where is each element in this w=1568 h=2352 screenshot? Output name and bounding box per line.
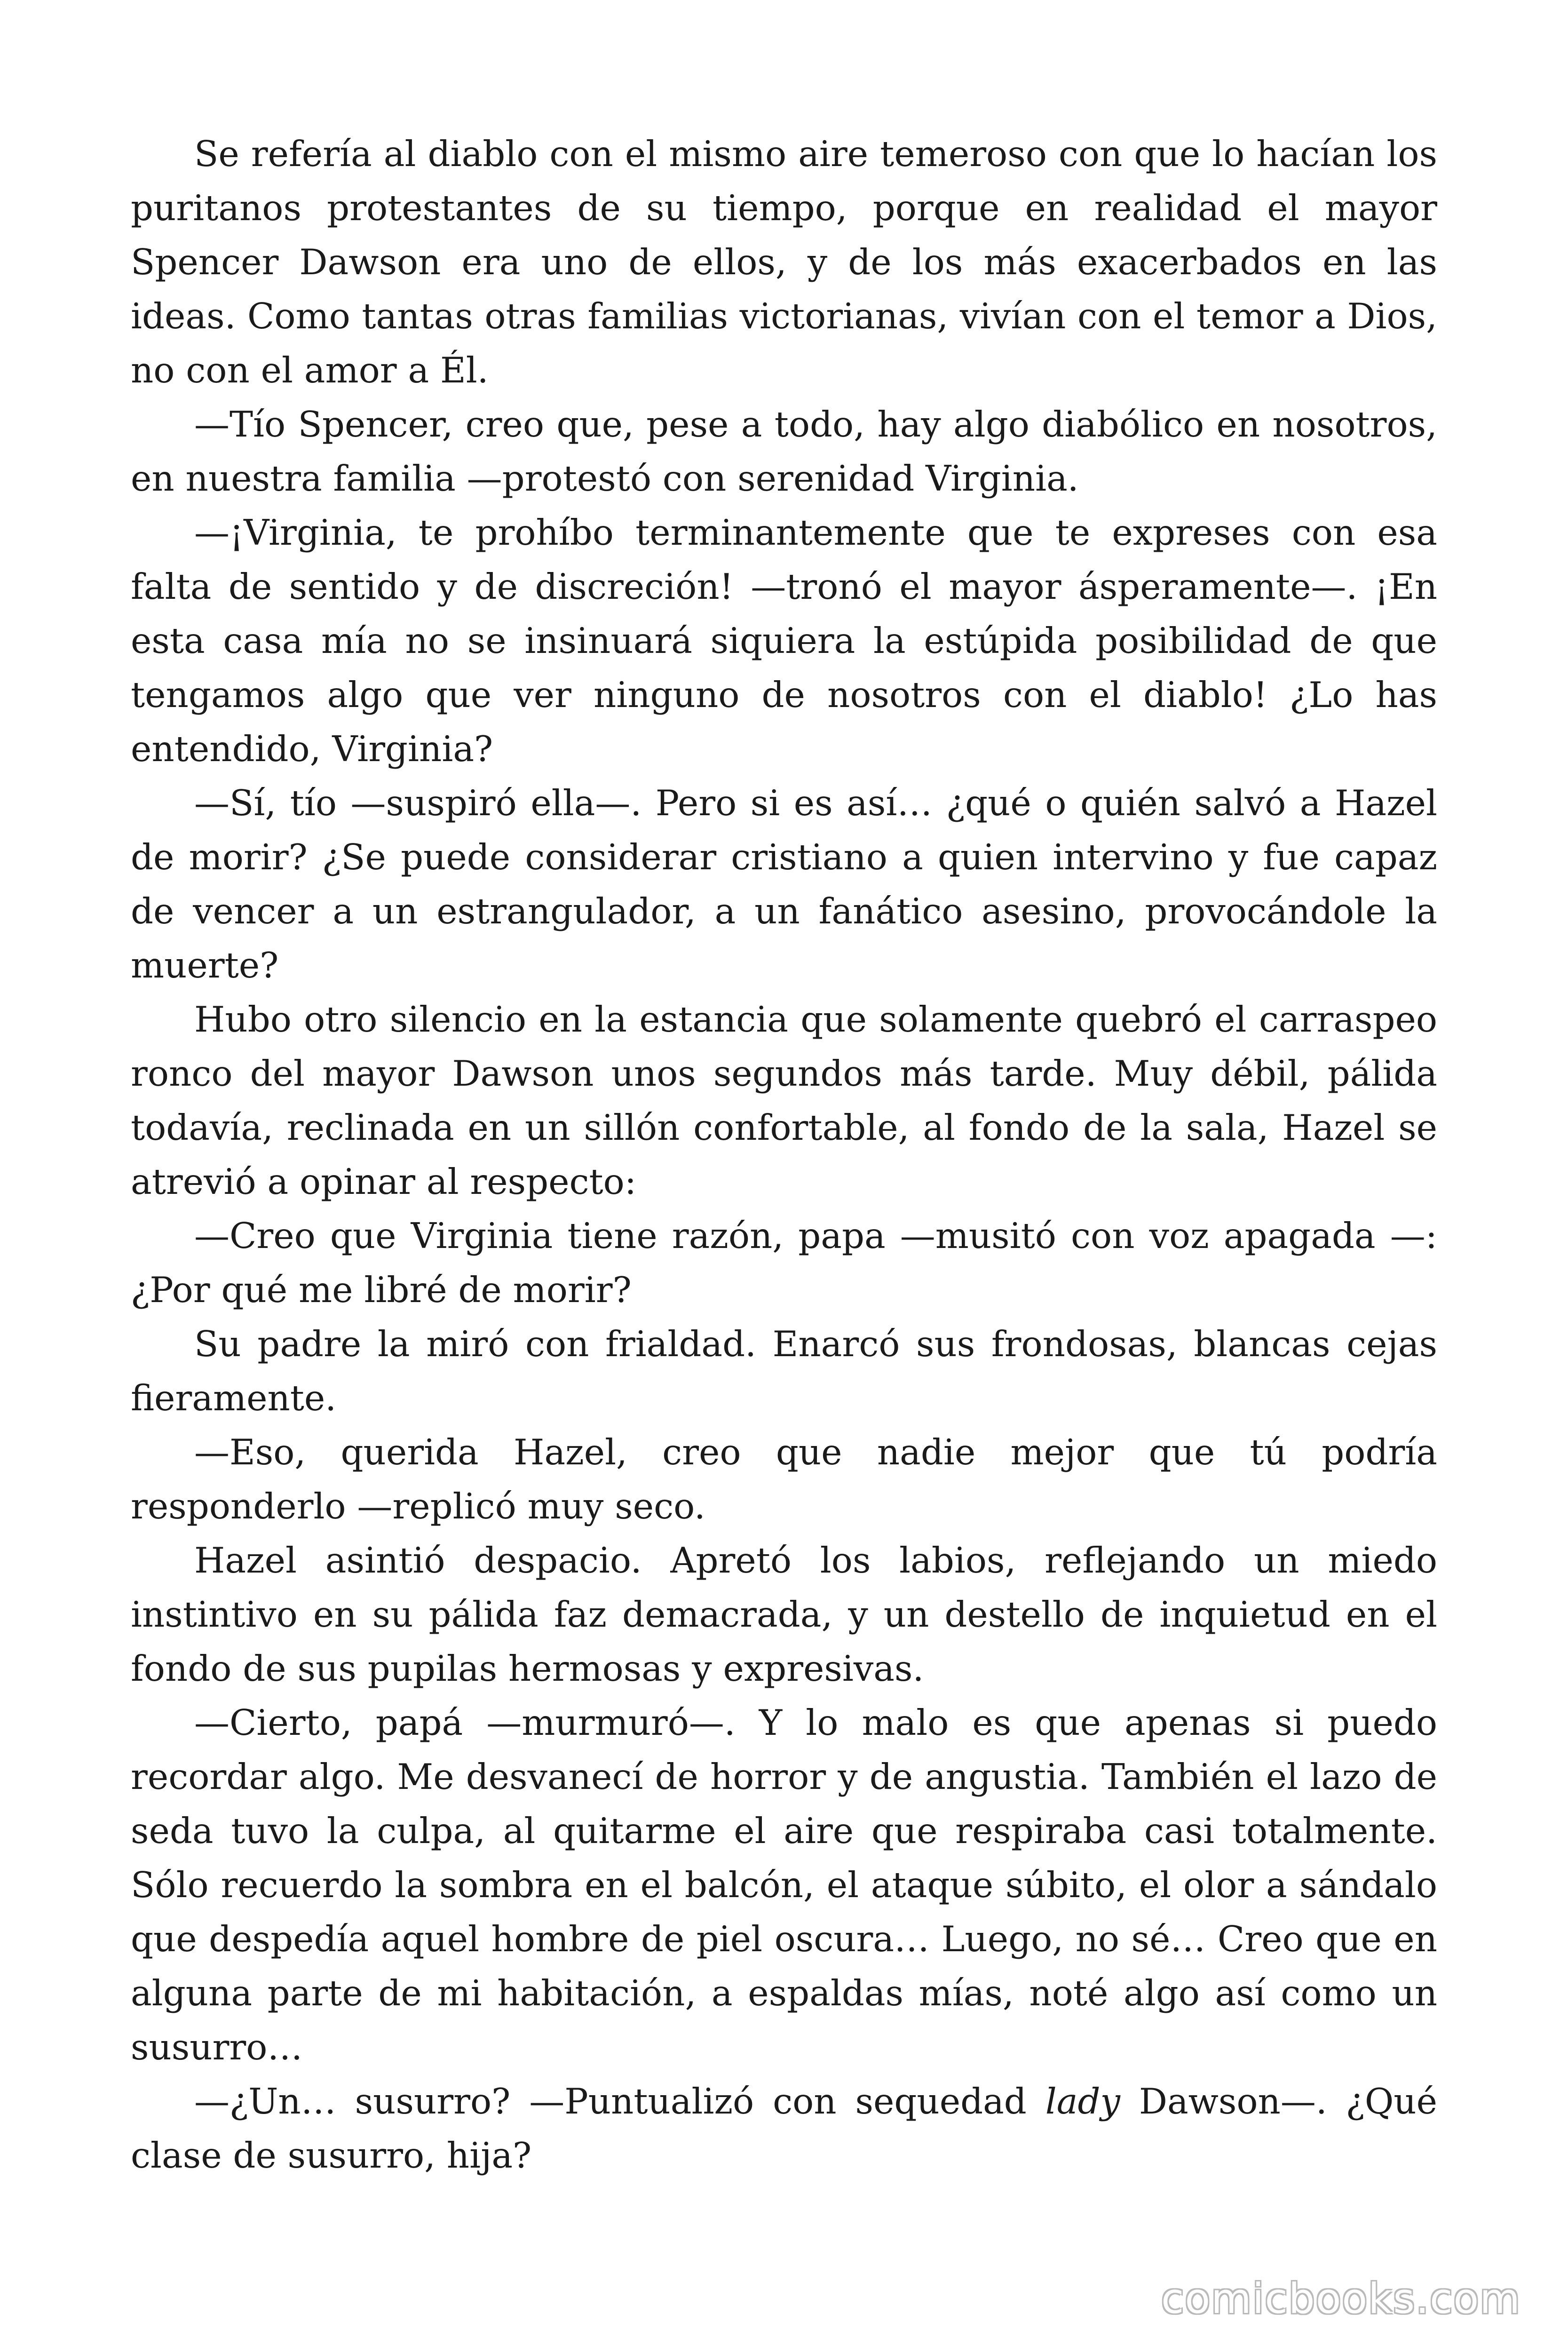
paragraph-11 [131,2074,1437,2183]
paragraph-8: —Eso, querida Hazel, creo que nadie mejor que tú podría responderlo —replicó muy seco. [131,1431,1437,1527]
paragraph-11-end: Dawson—. ¿Qué clase de susurro, hija? [131,2081,1437,2176]
paragraph-9: Hazel asintió despacio. Apretó los labios, reflejando un miedo instintivo en su pálida faz demacrada, y un destello de inquietud en el fondo de sus pupilas hermosas y expresivas. [131,1540,1437,1689]
paragraph-4: —Sí, tío —suspiró ella—. Pero si es así… ¿qué o quién salvó a Hazel de morir? ¿Se puede considerar cristiano a quien intervino y fue capaz de vencer a un estrangulador, a un fanático asesino, provocándole la muerte? [131,782,1437,986]
paragraph-11-italic: lady [1045,2081,1120,2122]
paragraph-2: —Tío Spencer, creo que, pese a todo, hay algo diabólico en nosotros, en nuestra familia —protestó con serenidad Virginia. [131,404,1437,499]
paragraph-6: —Creo que Virginia tiene razón, papa —musitó con voz apagada —: ¿Por qué me libré de morir? [131,1215,1437,1311]
paragraph-1: Se refería al diablo con el mismo aire temeroso con que lo hacían los puritanos protestantes de su tiempo, porque en realidad el mayor Spencer Dawson era uno de ellos, y de los más exacerbados en las ideas. Como tantas otras familias victorianas, vivían con el temor a Dios, no con el amor a Él. [131,133,1437,391]
paragraph-7: Su padre la miró con frialdad. Enarcó sus frondosas, blancas cejas fieramente. [131,1323,1437,1419]
paragraph-11-start: —¿Un… susurro? —Puntualizó con sequedad [194,2081,1045,2122]
watermark-text: comicbooks.com [1161,2274,1521,2323]
paragraph-3: —¡Virginia, te prohíbo terminantemente que te expreses con esa falta de sentido y de discreción! —tronó el mayor ásperamente—. ¡En esta casa mía no se insinuará siquiera la estúpida posibilidad de que tengamos algo que ver ninguno de nosotros con el diablo! ¿Lo has entendido, Virginia? [131,512,1437,770]
paragraph-10: —Cierto, papá —murmuró—. Y lo malo es que apenas si puedo recordar algo. Me desvanecí de horror y de angustia. También el lazo de seda tuvo la culpa, al quitarme el aire que respiraba casi totalmente. Sólo recuerdo la sombra en el balcón, el ataque súbito, el olor a sándalo que despedía aquel hombre de piel oscura… Luego, no sé… Creo que en alguna parte de mi habitación, a espaldas mías, noté algo así como un susurro… [131,1702,1437,2068]
paragraph-5: Hubo otro silencio en la estancia que solamente quebró el carraspeo ronco del mayor Dawson unos segundos más tarde. Muy débil, pálida todavía, reclinada en un sillón confortable, al fondo de la sala, Hazel se atrevió a opinar al respecto: [131,999,1437,1202]
book-page-text [131,127,1437,2183]
